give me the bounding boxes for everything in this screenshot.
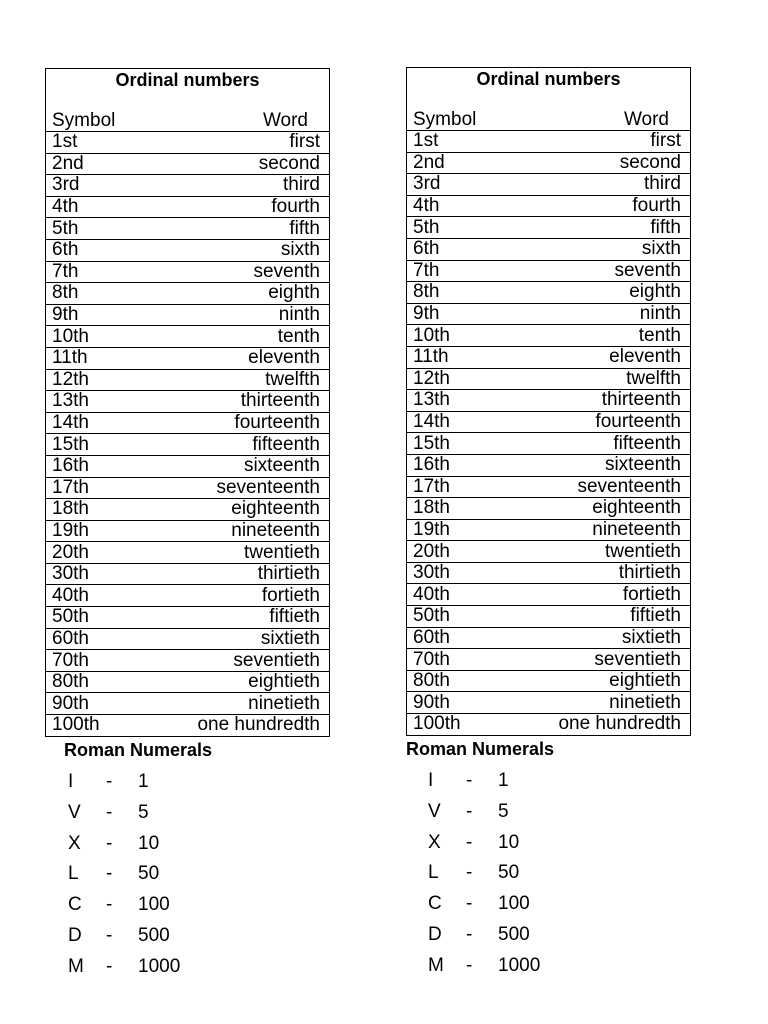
- ordinal-symbol: 1st: [52, 131, 78, 153]
- roman-dash: -: [106, 771, 113, 793]
- ordinal-symbol: 13th: [52, 390, 89, 412]
- roman-value: 5: [498, 800, 509, 822]
- table-row: [407, 477, 690, 499]
- ordinal-symbol: 20th: [413, 540, 450, 562]
- ordinal-word: tenth: [638, 324, 681, 346]
- roman-numerals-title: Roman Numerals: [406, 738, 555, 759]
- table-rows: [46, 132, 329, 736]
- roman-value: 1000: [138, 955, 181, 977]
- ordinal-symbol: 7th: [413, 259, 440, 281]
- ordinal-symbol: 6th: [413, 238, 440, 260]
- ordinal-symbol: 17th: [413, 475, 450, 497]
- table-row: [46, 629, 329, 651]
- ordinal-symbol: 16th: [52, 455, 89, 477]
- table-row: [407, 714, 690, 735]
- ordinal-word: seventh: [253, 260, 320, 282]
- ordinal-symbol: 10th: [52, 325, 89, 347]
- ordinal-symbol: 90th: [413, 691, 450, 713]
- ordinal-word: third: [644, 173, 681, 195]
- ordinal-symbol: 50th: [413, 605, 450, 627]
- roman-value: 500: [498, 924, 530, 945]
- table-row: [46, 218, 329, 240]
- table-row: [407, 131, 690, 153]
- roman-dash: -: [106, 894, 113, 916]
- ordinal-symbol: 16th: [413, 454, 450, 476]
- roman-value: 500: [138, 925, 170, 946]
- ordinal-word: ninetieth: [609, 691, 681, 713]
- table-row: [46, 154, 329, 176]
- ordinal-symbol: 80th: [52, 671, 89, 693]
- table-rows: [407, 131, 690, 735]
- roman-symbol: M: [428, 954, 444, 976]
- table-row: [407, 563, 690, 585]
- ordinal-word: twentieth: [243, 541, 320, 563]
- ordinal-symbol: 100th: [413, 713, 461, 735]
- ordinal-symbol: 13th: [413, 389, 450, 411]
- ordinal-word: fourteenth: [234, 412, 320, 434]
- ordinal-word: fourth: [271, 196, 320, 218]
- ordinal-word: seventeenth: [577, 475, 681, 497]
- table-row: [46, 650, 329, 672]
- roman-item: [406, 827, 691, 858]
- roman-dash: -: [106, 863, 113, 885]
- table-row: [407, 261, 690, 283]
- table-row: [407, 606, 690, 628]
- ordinal-symbol: 8th: [52, 282, 79, 304]
- roman-symbol: D: [68, 925, 82, 946]
- table-row: [46, 175, 329, 197]
- table-row: [407, 174, 690, 196]
- ordinal-word: eightieth: [248, 671, 320, 693]
- roman-value: 50: [138, 863, 160, 885]
- table-row: [46, 283, 329, 305]
- roman-dash: -: [466, 893, 473, 915]
- table-row: [407, 433, 690, 455]
- ordinal-symbol: 9th: [413, 303, 440, 325]
- table-row: [46, 672, 329, 694]
- roman-item: [45, 767, 330, 798]
- ordinal-symbol: 4th: [52, 196, 79, 218]
- table-row: [407, 369, 690, 391]
- ordinal-symbol: 17th: [52, 476, 89, 498]
- table-row: [46, 521, 329, 543]
- roman-numerals-title: Roman Numerals: [64, 739, 213, 760]
- table-row: [46, 413, 329, 435]
- ordinal-word: fifteenth: [613, 432, 681, 454]
- ordinal-symbol: 7th: [52, 260, 79, 282]
- table-title: Ordinal numbers: [476, 69, 621, 89]
- ordinal-word: twelfth: [265, 368, 320, 390]
- table-row: [407, 239, 690, 261]
- roman-item: [45, 797, 330, 828]
- roman-dash: -: [106, 832, 113, 854]
- roman-item: [45, 859, 330, 890]
- ordinal-word: ninth: [639, 303, 681, 325]
- ordinal-word: eightieth: [609, 670, 681, 692]
- table-row: [407, 498, 690, 520]
- roman-symbol: C: [68, 894, 82, 916]
- roman-item: [406, 920, 691, 951]
- ordinal-panel-right: [406, 67, 691, 981]
- table-row: [46, 262, 329, 284]
- ordinal-word: one hundredth: [197, 714, 320, 736]
- table-row: [46, 348, 329, 370]
- ordinal-word: thirtieth: [257, 563, 320, 585]
- roman-symbol: V: [68, 801, 81, 823]
- roman-item: [45, 951, 330, 982]
- roman-numerals-list: [45, 767, 330, 983]
- ordinal-symbol: 18th: [413, 497, 450, 519]
- roman-dash: -: [106, 955, 113, 977]
- roman-item: [406, 796, 691, 827]
- ordinal-symbol: 11th: [52, 347, 88, 369]
- roman-item: [45, 890, 330, 921]
- table-row: [46, 715, 329, 736]
- ordinal-symbol: 30th: [52, 563, 89, 585]
- ordinal-word: fiftieth: [269, 606, 320, 628]
- ordinal-word: fortieth: [261, 584, 320, 606]
- table-title: Ordinal numbers: [115, 70, 260, 90]
- ordinal-symbol: 15th: [413, 432, 450, 454]
- roman-dash: -: [466, 862, 473, 884]
- ordinal-word: fourteenth: [595, 411, 681, 433]
- table-row: [407, 217, 690, 239]
- table-row: [46, 370, 329, 392]
- header-symbol: Symbol: [52, 110, 116, 131]
- ordinal-word: fiftieth: [630, 605, 681, 627]
- roman-item: [406, 858, 691, 889]
- ordinal-word: ninth: [278, 304, 320, 326]
- ordinal-word: seventeenth: [216, 476, 320, 498]
- roman-symbol: M: [68, 955, 84, 977]
- ordinal-symbol: 3rd: [413, 173, 441, 195]
- roman-value: 10: [138, 832, 160, 854]
- header-word: Word: [623, 109, 669, 130]
- table-row: [46, 132, 329, 154]
- table-row: [46, 478, 329, 500]
- ordinal-symbol: 9th: [52, 304, 79, 326]
- ordinal-symbol: 4th: [413, 195, 440, 217]
- ordinal-symbol: 1st: [413, 130, 439, 152]
- ordinal-word: fifth: [289, 217, 320, 239]
- ordinal-word: sixth: [641, 238, 681, 260]
- ordinal-symbol: 100th: [52, 714, 100, 736]
- ordinal-word: twelfth: [626, 367, 681, 389]
- ordinal-word: fortieth: [622, 583, 681, 605]
- table-row: [46, 326, 329, 348]
- table-row: [46, 607, 329, 629]
- ordinal-word: eighth: [629, 281, 681, 303]
- ordinal-word: ninetieth: [248, 692, 320, 714]
- ordinal-word: third: [283, 174, 320, 196]
- ordinal-symbol: 6th: [52, 239, 79, 261]
- table-row: [46, 499, 329, 521]
- roman-dash: -: [466, 770, 473, 792]
- ordinal-symbol: 18th: [52, 498, 89, 520]
- table-row: [46, 585, 329, 607]
- table-row: [407, 325, 690, 347]
- table-row: [46, 693, 329, 715]
- ordinal-word: thirtieth: [618, 562, 681, 584]
- ordinal-word: sixteenth: [243, 455, 320, 477]
- ordinal-word: sixteenth: [604, 454, 681, 476]
- roman-value: 1: [498, 770, 509, 792]
- ordinal-symbol: 30th: [413, 562, 450, 584]
- ordinal-word: twentieth: [604, 540, 681, 562]
- table-row: [407, 455, 690, 477]
- ordinal-symbol: 70th: [52, 649, 89, 671]
- ordinal-symbol: 50th: [52, 606, 89, 628]
- ordinal-word: seventieth: [233, 649, 320, 671]
- ordinal-symbol: 2nd: [413, 151, 445, 173]
- roman-symbol: C: [428, 893, 442, 915]
- ordinal-word: second: [619, 151, 681, 173]
- ordinal-word: sixth: [280, 239, 320, 261]
- ordinal-symbol: 40th: [413, 583, 450, 605]
- ordinal-word: first: [289, 131, 320, 153]
- table-row: [407, 282, 690, 304]
- table-row: [407, 196, 690, 218]
- ordinal-symbol: 60th: [413, 626, 450, 648]
- ordinal-word: second: [258, 152, 320, 174]
- ordinal-word: eleventh: [248, 347, 320, 369]
- ordinal-table: [45, 68, 330, 737]
- table-row: [46, 305, 329, 327]
- ordinal-table: [406, 67, 691, 736]
- roman-symbol: I: [428, 770, 434, 792]
- table-row: [407, 520, 690, 542]
- ordinal-word: first: [650, 130, 681, 152]
- table-row: [46, 564, 329, 586]
- table-row: [407, 584, 690, 606]
- roman-numerals-list: [406, 766, 691, 982]
- roman-symbol: D: [428, 924, 442, 945]
- header-symbol: Symbol: [413, 109, 477, 130]
- table-header: [407, 110, 690, 131]
- ordinal-word: nineteenth: [592, 518, 681, 540]
- table-row: [46, 391, 329, 413]
- ordinal-word: eighth: [268, 282, 320, 304]
- ordinal-symbol: 5th: [52, 217, 79, 239]
- ordinal-word: seventh: [614, 259, 681, 281]
- roman-dash: -: [466, 831, 473, 853]
- roman-item: [406, 766, 691, 797]
- ordinal-symbol: 20th: [52, 541, 89, 563]
- table-header: [46, 111, 329, 132]
- table-row: [407, 541, 690, 563]
- roman-value: 10: [498, 831, 520, 853]
- ordinal-word: eleventh: [609, 346, 681, 368]
- ordinal-word: fifteenth: [252, 433, 320, 455]
- ordinal-word: thirteenth: [601, 389, 681, 411]
- ordinal-symbol: 80th: [413, 670, 450, 692]
- table-row: [407, 628, 690, 650]
- ordinal-symbol: 40th: [52, 584, 89, 606]
- ordinal-symbol: 12th: [413, 367, 450, 389]
- table-row: [407, 412, 690, 434]
- table-row: [407, 304, 690, 326]
- roman-value: 1000: [498, 954, 541, 976]
- ordinal-word: fourth: [632, 195, 681, 217]
- ordinal-symbol: 3rd: [52, 174, 80, 196]
- ordinal-symbol: 90th: [52, 692, 89, 714]
- ordinal-word: tenth: [277, 325, 320, 347]
- ordinal-word: eighteenth: [231, 498, 320, 520]
- roman-symbol: I: [68, 771, 74, 793]
- ordinal-symbol: 11th: [413, 346, 449, 368]
- ordinal-symbol: 15th: [52, 433, 89, 455]
- table-row: [46, 240, 329, 262]
- table-row: [407, 649, 690, 671]
- ordinal-symbol: 12th: [52, 368, 89, 390]
- ordinal-word: eighteenth: [592, 497, 681, 519]
- table-row: [46, 197, 329, 219]
- ordinal-word: sixtieth: [260, 627, 320, 649]
- table-row: [407, 671, 690, 693]
- table-row: [46, 456, 329, 478]
- table-row: [407, 153, 690, 175]
- ordinal-word: sixtieth: [621, 626, 681, 648]
- table-row: [407, 692, 690, 714]
- ordinal-symbol: 8th: [413, 281, 440, 303]
- ordinal-symbol: 2nd: [52, 152, 84, 174]
- roman-dash: -: [466, 954, 473, 976]
- ordinal-symbol: 60th: [52, 627, 89, 649]
- table-row: [407, 390, 690, 412]
- header-word: Word: [262, 110, 308, 131]
- roman-value: 100: [138, 894, 170, 916]
- ordinal-word: nineteenth: [231, 519, 320, 541]
- table-row: [46, 434, 329, 456]
- ordinal-symbol: 19th: [52, 519, 89, 541]
- roman-dash: -: [466, 800, 473, 822]
- roman-symbol: X: [428, 831, 441, 853]
- ordinal-symbol: 19th: [413, 518, 450, 540]
- roman-item: [45, 828, 330, 859]
- table-row: [407, 347, 690, 369]
- roman-value: 1: [138, 771, 149, 793]
- roman-symbol: V: [428, 800, 441, 822]
- roman-symbol: L: [68, 863, 79, 885]
- ordinal-symbol: 10th: [413, 324, 450, 346]
- roman-item: [406, 889, 691, 920]
- roman-value: 50: [498, 862, 520, 884]
- roman-symbol: X: [68, 832, 81, 854]
- roman-value: 100: [498, 893, 530, 915]
- ordinal-word: one hundredth: [558, 713, 681, 735]
- ordinal-word: fifth: [650, 216, 681, 238]
- roman-dash: -: [106, 801, 113, 823]
- roman-item: [45, 921, 330, 952]
- ordinal-symbol: 70th: [413, 648, 450, 670]
- ordinal-panel-left: [45, 68, 330, 982]
- table-row: [46, 542, 329, 564]
- roman-dash: -: [106, 925, 113, 946]
- roman-item: [406, 950, 691, 981]
- roman-symbol: L: [428, 862, 439, 884]
- ordinal-word: thirteenth: [240, 390, 320, 412]
- roman-value: 5: [138, 801, 149, 823]
- roman-dash: -: [466, 924, 473, 945]
- ordinal-symbol: 5th: [413, 216, 440, 238]
- ordinal-symbol: 14th: [52, 412, 89, 434]
- ordinal-symbol: 14th: [413, 411, 450, 433]
- ordinal-word: seventieth: [594, 648, 681, 670]
